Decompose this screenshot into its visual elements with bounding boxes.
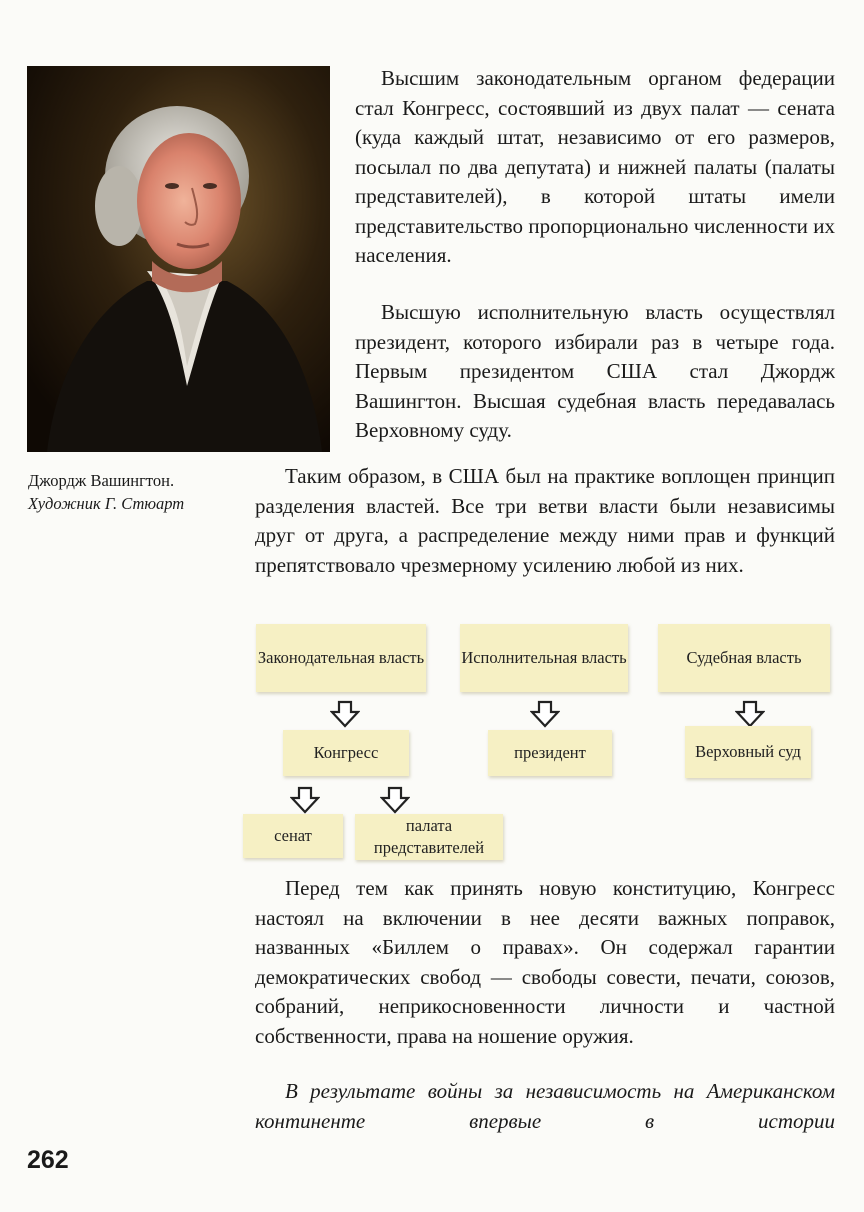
box-supreme-court: Верховный суд xyxy=(685,726,811,778)
down-arrow-icon xyxy=(330,700,360,728)
box-legislative: Законодательная власть xyxy=(256,624,426,692)
box-executive: Исполнительная власть xyxy=(460,624,628,692)
page-number: 262 xyxy=(27,1146,69,1174)
down-arrow-icon xyxy=(735,700,765,728)
washington-portrait xyxy=(27,66,330,452)
portrait-caption xyxy=(28,469,258,515)
box-judicial: Судебная власть xyxy=(658,624,830,692)
paragraph-president: Высшую исполнительную власть осуществлял президент, которого избирали раз в четыре года. Первым президентом США стал Джордж Вашингтон. Высшая судебная власть передавалась Верховному суду. xyxy=(355,300,835,442)
caption-artist: Художник Г. Стюарт xyxy=(28,494,185,513)
down-arrow-icon xyxy=(290,786,320,814)
box-house-of-representatives: палата представителей xyxy=(355,814,503,860)
paragraph-congress: Высшим законодательным органом федерации стал Конгресс, состоявший из двух палат — сената (куда каждый штат, независимо от его размеров, посылал по два депутата) и нижней палаты (палаты представителей), в которой штаты имели представительство пропорционально численности их населения. xyxy=(355,66,835,267)
paragraph-conclusion: В результате войны за независимость на Американском континенте впервые в истории xyxy=(255,1079,835,1133)
portrait-image xyxy=(27,66,330,452)
down-arrow-icon xyxy=(530,700,560,728)
box-congress: Конгресс xyxy=(283,730,409,776)
box-senate: сенат xyxy=(243,814,343,858)
box-president: президент xyxy=(488,730,612,776)
down-arrow-icon xyxy=(380,786,410,814)
paragraph-separation-of-powers: Таким образом, в США был на практике воплощен принцип разделения властей. Все три ветви власти были независимы друг от друга, а распределение между ними прав и функций препятствовало чрезмерному усилению любой из них. xyxy=(255,464,835,577)
caption-name: Джордж Вашингтон. xyxy=(28,471,175,490)
paragraph-bill-of-rights: Перед тем как принять новую конституцию, Конгресс настоял на включении в нее десяти важных поправок, названных «Биллем о правах». Он содержал гарантии демократических свобод — свободы совести, печати, союзов, собраний, неприкосновенности личности и частной собственности, права на ношение оружия. xyxy=(255,876,835,1048)
